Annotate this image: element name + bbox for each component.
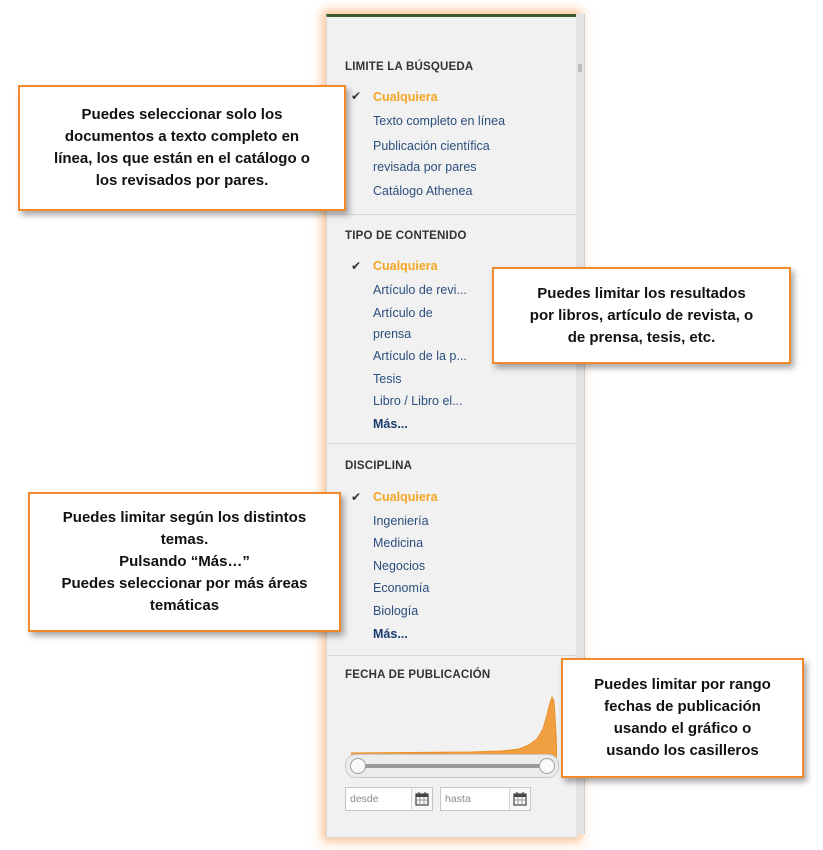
- callout-discipline: [28, 492, 341, 632]
- callout-line: Puedes limitar por rango: [594, 676, 771, 693]
- check-icon: ✔: [351, 89, 362, 103]
- slider-handle-end[interactable]: [539, 758, 555, 774]
- filter-option-catalog[interactable]: Catálogo Athenea: [373, 184, 473, 198]
- callout-line: por libros, artículo de revista, o: [529, 306, 754, 324]
- callout-line: Puedes limitar según los distintos: [62, 509, 307, 526]
- type-option-journal-article[interactable]: Artículo de revi...: [373, 283, 467, 297]
- histogram-area: [351, 697, 557, 757]
- section-title-publication-date: FECHA DE PUBLICACIÓN: [345, 669, 491, 681]
- filter-option-peer-reviewed-line2[interactable]: revisada por pares: [373, 160, 477, 174]
- callout-line: usando el gráfico o: [613, 720, 752, 737]
- discipline-option-any[interactable]: Cualquiera: [373, 490, 438, 504]
- callout-line: línea, los que están en el catálogo o: [54, 150, 310, 167]
- calendar-icon[interactable]: [509, 788, 530, 810]
- callout-content-type: [492, 267, 791, 364]
- type-option-newspaper-article-line2[interactable]: prensa: [373, 327, 412, 341]
- filter-option-any[interactable]: Cualquiera: [373, 90, 438, 104]
- section-limit-search: [327, 17, 577, 215]
- date-range-slider[interactable]: [345, 754, 559, 778]
- callout-line: Pulsando “Más…”: [119, 553, 250, 570]
- type-option-book[interactable]: Libro / Libro el...: [373, 394, 463, 408]
- callout-line: Puedes seleccionar por más áreas: [61, 575, 308, 592]
- discipline-option-medicine[interactable]: Medicina: [373, 536, 424, 550]
- date-from-input[interactable]: [345, 787, 433, 811]
- discipline-option-engineering[interactable]: Ingeniería: [373, 514, 429, 528]
- calendar-icon[interactable]: [411, 788, 432, 810]
- type-option-magazine-article[interactable]: Artículo de la p...: [373, 349, 467, 363]
- discipline-option-economics[interactable]: Economía: [373, 581, 430, 595]
- type-option-newspaper-article[interactable]: Artículo de: [373, 306, 433, 320]
- callout-line: usando los casilleros: [606, 742, 759, 759]
- slider-handle-start[interactable]: [350, 758, 366, 774]
- callout-limit-search: [18, 85, 346, 211]
- type-option-thesis[interactable]: Tesis: [373, 372, 402, 386]
- callout-line: fechas de publicación: [604, 698, 761, 715]
- callout-line: documentos a texto completo en: [64, 128, 300, 145]
- callout-line: de prensa, tesis, etc.: [567, 328, 716, 346]
- section-discipline: [327, 443, 577, 656]
- callout-line: Puedes seleccionar solo los: [81, 106, 283, 123]
- date-to-placeholder: hasta: [445, 793, 471, 805]
- filter-sidebar: [326, 14, 578, 838]
- section-title: TIPO DE CONTENIDO: [345, 230, 467, 242]
- section-title: DISCIPLINA: [345, 460, 413, 472]
- filter-option-fulltext[interactable]: Texto completo en línea: [373, 114, 506, 128]
- callout-line: Puedes limitar los resultados: [537, 284, 746, 302]
- callout-publication-date: [561, 658, 804, 778]
- discipline-option-business[interactable]: Negocios: [373, 559, 426, 573]
- section-title: LIMITE LA BÚSQUEDA: [345, 61, 474, 73]
- callout-line: temas.: [160, 531, 209, 548]
- date-from-placeholder: desde: [350, 793, 379, 805]
- filter-option-peer-reviewed[interactable]: Publicación científica: [373, 139, 490, 153]
- discipline-more-link[interactable]: Más...: [373, 627, 408, 641]
- type-option-any[interactable]: Cualquiera: [373, 259, 438, 273]
- scroll-tick: [578, 64, 582, 72]
- date-to-input[interactable]: [440, 787, 531, 811]
- type-more-link[interactable]: Más...: [373, 417, 408, 431]
- slider-bar: [354, 764, 550, 768]
- discipline-option-biology[interactable]: Biología: [373, 604, 419, 618]
- check-icon: ✔: [351, 259, 362, 273]
- publication-date-histogram[interactable]: [351, 693, 557, 759]
- callout-line: temáticas: [149, 597, 220, 614]
- check-icon: ✔: [351, 490, 362, 504]
- callout-line: los revisados por pares.: [95, 172, 269, 189]
